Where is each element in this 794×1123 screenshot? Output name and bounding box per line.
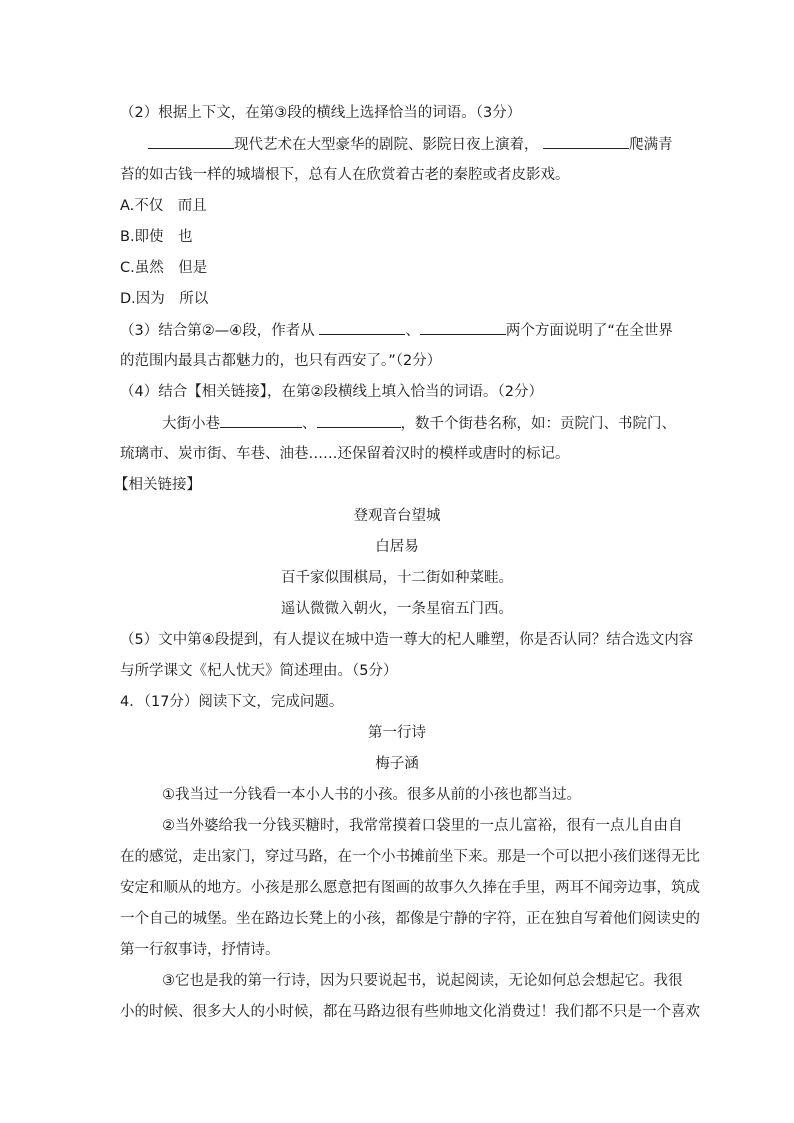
paragraph-2-line: ②当外婆给我一分钱买糖时，我常常摸着口袋里的一点儿富裕，很有一点儿自由自 <box>162 818 683 834</box>
q5-line2: 与所学课文《杞人忧天》简述理由。（5分） <box>120 663 398 679</box>
option-c: C.虽然 但是 <box>120 260 208 276</box>
paragraph-2-line: 安定和顺从的地方。小孩是那么愿意把有图画的故事久久捧在手里，两耳不闻旁边事，筑成 <box>120 880 700 896</box>
poem-title: 登观音台望城 <box>353 508 441 524</box>
article-title: 第一行诗 <box>368 725 426 741</box>
poem-line: 百千家似围棋局，十二街如种菜畦。 <box>281 570 513 586</box>
paragraph-2-line: 第一行叙事诗，抒情诗。 <box>120 942 280 958</box>
option-b: B.即使 也 <box>120 229 193 245</box>
paragraph-3-line: 小的时候、很多大人的小时候，都在马路边很有些帅地文化消费过！我们都不只是一个喜欢 <box>120 1004 700 1020</box>
paragraph-2-line: 一个自己的城堡。坐在路边长凳上的小孩，都像是宁静的字符，正在独自写着他们阅读史的 <box>120 911 700 927</box>
poem-line: 遥认微微入朝火，一条星宿五门西。 <box>281 601 513 617</box>
answer-blank[interactable] <box>148 134 234 149</box>
q4-main-prompt: 4．（17分）阅读下文，完成问题。 <box>120 694 344 710</box>
related-link-header: 【相关链接】 <box>114 477 201 493</box>
q2-sentence-line1: 现代艺术在大型豪华的剧院、影院日夜上演着， 爬满青 <box>148 134 673 155</box>
option-a: A.不仅 而且 <box>120 198 207 214</box>
q2-sentence-line2: 苔的如古钱一样的城墙根下，总有人在欣赏着古老的秦腔或者皮影戏。 <box>120 167 570 183</box>
answer-blank[interactable] <box>420 320 506 335</box>
paragraph-1: ①我当过一分钱看一本小人书的小孩。很多从前的小孩也都当过。 <box>162 787 581 803</box>
paragraph-3-line: ③它也是我的第一行诗，因为只要说起书，说起阅读，无论如何总会想起它。我很 <box>162 973 683 989</box>
answer-blank[interactable] <box>317 413 401 428</box>
answer-blank[interactable] <box>319 320 405 335</box>
paragraph-2-line: 在的感觉，走出家门，穿过马路，在一个小书摊前坐下来。那是一个可以把小孩们迷得无比 <box>120 849 700 865</box>
q3-line2: 的范围内最具古都魅力的，也只有西安了。”（2分） <box>120 353 442 369</box>
answer-blank[interactable] <box>220 413 302 428</box>
q5-line1: （5）文中第④段提到，有人提议在城中造一尊大的杞人雕塑，你是否认同？结合选文内容 <box>120 632 694 648</box>
article-author: 梅子涵 <box>375 756 419 772</box>
poem-author: 白居易 <box>375 539 419 555</box>
option-d: D.因为 所以 <box>120 291 209 307</box>
q2-prompt: （2）根据上下文，在第③段的横线上选择恰当的词语。（3分） <box>120 105 522 121</box>
q4-prompt: （4）结合【相关链接】，在第②段横线上填入恰当的词语。（2分） <box>120 384 543 400</box>
q4-sentence-line2: 琉璃市、炭市街、车巷、油巷……还保留着汉时的模样或唐时的标记。 <box>120 446 570 462</box>
q4-sentence-line1: 大街小巷 、 ，数千个街巷名称，如：贡院门、书院门、 <box>162 413 676 434</box>
q3-line1: （3）结合第②—④段，作者从 、 两个方面说明了“在全世界 <box>120 320 673 341</box>
answer-blank[interactable] <box>543 134 629 149</box>
